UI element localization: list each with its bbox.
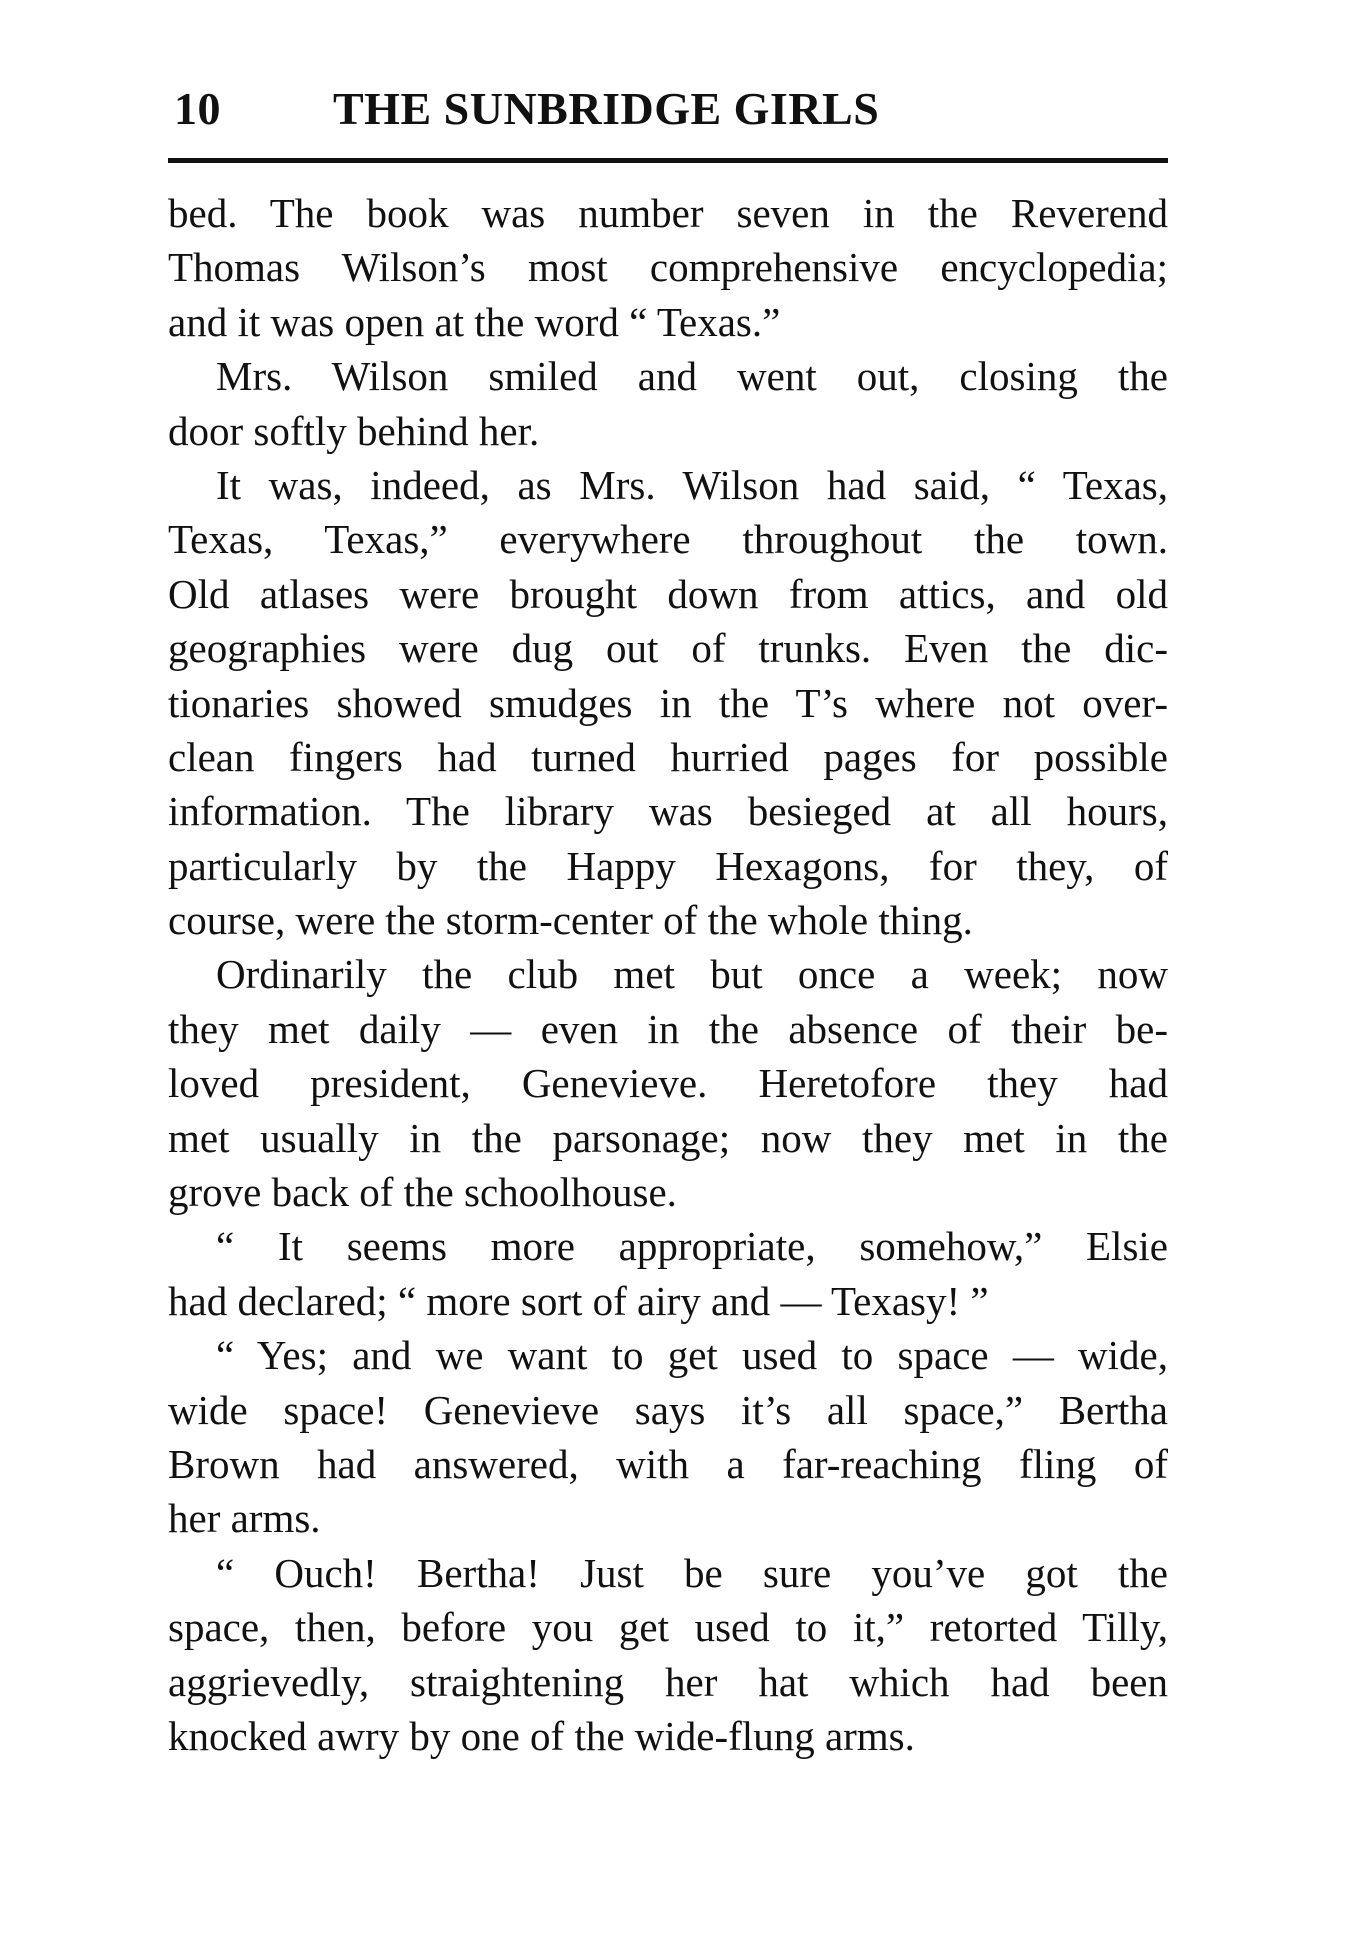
text-line: It was, indeed, as Mrs. Wilson had said, “ Texas,	[216, 461, 1168, 508]
text-line: loved president, Genevieve. Heretofore they had	[168, 1060, 1168, 1107]
running-head	[168, 82, 1168, 142]
text-line: and it was open at the word “ Texas.”	[168, 298, 781, 345]
text-line: “ It seems more appropriate, somehow,” Elsie	[216, 1223, 1168, 1270]
text-line: tionaries showed smudges in the T’s where not over-	[168, 679, 1168, 726]
page-number: 10	[174, 83, 221, 134]
text-line: Thomas Wilson’s most comprehensive encyclopedia;	[168, 244, 1168, 291]
text-line: had declared; “ more sort of airy and — Texasy! ”	[168, 1277, 989, 1324]
text-line: clean fingers had turned hurried pages for possible	[168, 733, 1168, 780]
text-line: course, were the storm-center of the whole thing.	[168, 897, 973, 944]
text-line: door softly behind her.	[168, 407, 540, 454]
text-line: bed. The book was number seven in the Reverend	[168, 190, 1168, 236]
text-line: Old atlases were brought down from attics, and old	[168, 570, 1168, 617]
text-line: wide space! Genevieve says it’s all space,” Bertha	[168, 1386, 1168, 1433]
text-line: aggrievedly, straightening her hat which had been	[168, 1658, 1168, 1705]
text-line: information. The library was besieged at all hours,	[168, 788, 1168, 835]
text-line: geographies were dug out of trunks. Even the dic-	[168, 625, 1168, 672]
book-page	[168, 0, 1168, 1936]
text-line: space, then, before you get used to it,” retorted Tilly,	[168, 1604, 1168, 1651]
text-line: “ Yes; and we want to get used to space — wide,	[216, 1332, 1168, 1379]
text-line: particularly by the Happy Hexagons, for they, of	[168, 842, 1168, 889]
text-line: grove back of the schoolhouse.	[168, 1169, 677, 1216]
running-title: THE SUNBRIDGE GIRLS	[333, 83, 880, 134]
text-line: they met daily — even in the absence of their be-	[168, 1005, 1168, 1052]
text-line: Brown had answered, with a far-reaching fling of	[168, 1440, 1168, 1487]
text-line: knocked awry by one of the wide-flung arms.	[168, 1712, 915, 1759]
text-line: Texas, Texas,” everywhere throughout the town.	[168, 516, 1168, 563]
text-line: her arms.	[168, 1495, 321, 1542]
header-rule	[168, 158, 1168, 163]
text-line: Mrs. Wilson smiled and went out, closing the	[216, 353, 1168, 400]
body-text	[168, 186, 1168, 1763]
text-line: Ordinarily the club met but once a week; now	[216, 951, 1168, 998]
text-line: met usually in the parsonage; now they met in the	[168, 1114, 1168, 1161]
text-line: “ Ouch! Bertha! Just be sure you’ve got the	[216, 1549, 1168, 1596]
